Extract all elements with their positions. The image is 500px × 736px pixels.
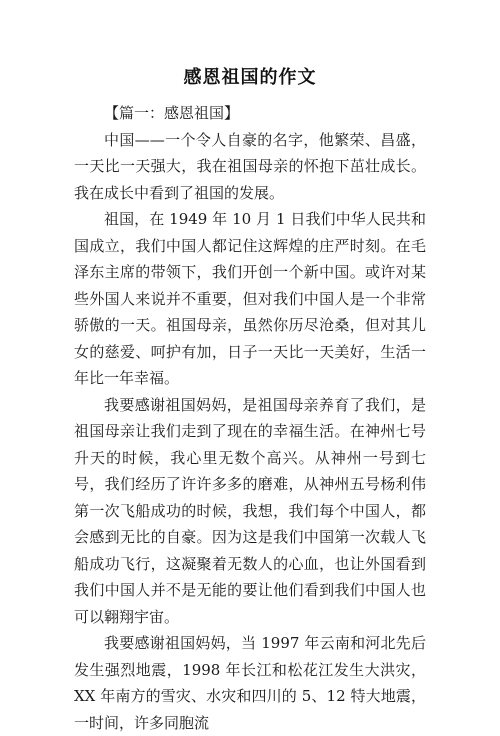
document-title: 感恩祖国的作文 xyxy=(183,67,317,88)
paragraph: 我要感谢祖国妈妈，当 1997 年云南和河北先后发生强烈地震，1998 年长江和松花江发生大洪灾，XX 年南方的雪灾、水灾和四川的 5、12 特大地震，一时间，许多同胞流 xyxy=(74,634,426,732)
paragraph: 我要感谢祖国妈妈，是祖国母亲养育了我们，是祖国母亲让我们走到了现在的幸福生活。在神州七号升天的时候，我心里无数个高兴。从神州一号到七号，我们经历了许许多多的磨难，从神州五号杨利伟第一次飞船成功的时候，我想，我们每个中国人，都会感到无比的自豪。因为这是我们中国第一次载人飞船成功飞行，这凝聚着无数人的心血，也让外国看到我们中国人并不是无能的要让他们看到我们中国人也可以翱翔宇宙。 xyxy=(74,395,426,626)
paragraph: 祖国，在 1949 年 10 月 1 日我们中华人民共和国成立，我们中国人都记住这辉煌的庄严时刻。在毛泽东主席的带领下，我们开创一个新中国。或许对某些外国人来说并不重要，但对我们中国人是一个非常骄傲的一天。祖国母亲，虽然你历尽沧桑，但对其儿女的慈爱、呵护有加，日子一天比一天美好，生活一年比一年幸福。 xyxy=(74,210,426,387)
document-body xyxy=(74,100,426,736)
paragraph: 中国——一个令人自豪的名字，他繁荣、昌盛，一天比一天强大，我在祖国母亲的怀抱下茁壮成长。我在成长中看到了祖国的发展。 xyxy=(74,130,426,202)
section-heading: 【篇一：感恩祖国】 xyxy=(104,104,240,122)
